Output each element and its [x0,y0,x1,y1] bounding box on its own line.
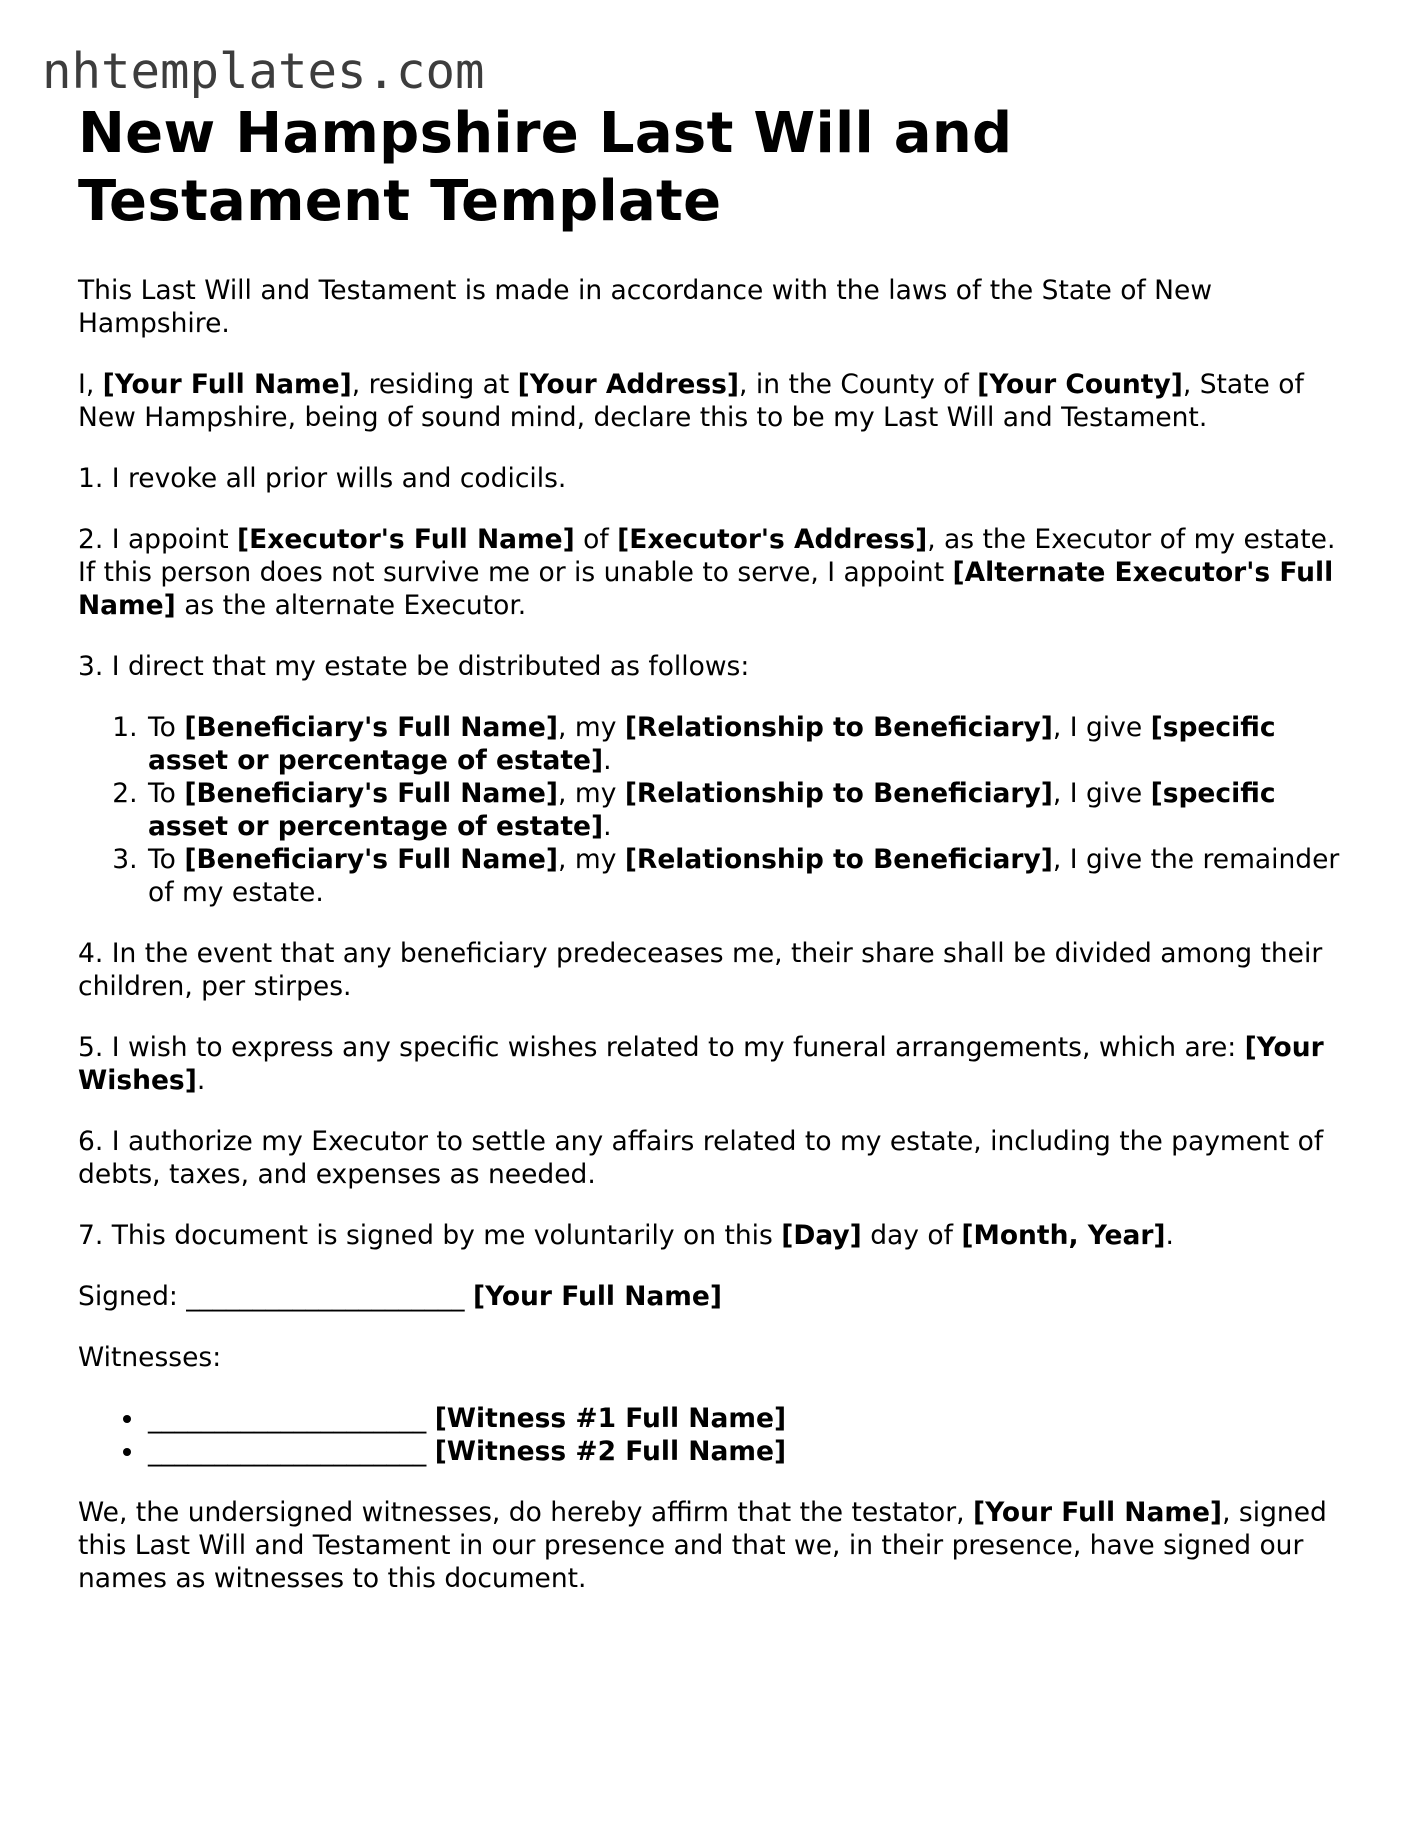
item-text: To [148,844,185,875]
item-text: To [148,712,185,743]
executor-address-placeholder: [Executor's Address] [617,524,928,555]
signature-blank: _____________________ [186,1281,465,1312]
clause-2 [78,523,1348,622]
list-item [146,711,1348,777]
clause-5 [78,1031,1348,1097]
clause-text: 5. I wish to express any specific wishes related to my funeral arrangements, which are: [78,1032,1245,1063]
signed-label: Signed: [78,1281,187,1312]
declaration-text: , in the County of [739,369,978,400]
beneficiary-name-placeholder: [Beneficiary's Full Name] [184,778,559,809]
item-text: , my [558,712,625,743]
declaration-text: , State of New Hampshire, being of sound mind, declare this to be my Last Will and Testament. [78,369,1304,433]
beneficiary-name-placeholder: [Beneficiary's Full Name] [184,712,559,743]
item-text: , my [558,778,625,809]
day-placeholder: [Day] [781,1220,862,1251]
attestation-paragraph [78,1496,1348,1595]
item-text: , I give the remainder of my estate. [148,844,1340,908]
declaration-text: I, [78,369,103,400]
document-body [78,100,1348,1623]
clause-text: day of [861,1220,962,1251]
clause-4: 4. In the event that any beneficiary predeceases me, their share shall be divided among their children, per stirpes. [78,938,1323,1002]
witness-name-placeholder: [Witness #2 Full Name] [434,1436,787,1467]
intro-paragraph: This Last Will and Testament is made in accordance with the laws of the State of New Hampshire. [78,275,1212,339]
witness-name-placeholder: [Witness #1 Full Name] [434,1403,787,1434]
item-text: . [603,745,612,776]
witness-signature-blank: _____________________ [148,1436,427,1467]
clause-1: 1. I revoke all prior wills and codicils. [78,463,567,494]
list-item [146,1402,1348,1435]
witness-signature-blank: _____________________ [148,1403,427,1434]
declaration-text: , residing at [351,369,518,400]
page-title: New Hampshire Last Will and Testament Template [78,101,1013,234]
item-text: , I give [1052,778,1151,809]
clause-text: . [1165,1220,1174,1251]
item-text: , I give [1052,712,1151,743]
clause-text: , as the Executor of my estate. If this person does not survive me or is unable to serve, I appoint [78,524,1336,588]
item-text: To [148,778,185,809]
watermark: nhtemplates.com [42,43,485,100]
alternate-executor-placeholder: [Alternate Executor's Full Name] [78,557,1334,621]
witnesses-label: Witnesses: [78,1342,222,1373]
clause-6: 6. I authorize my Executor to settle any affairs related to my estate, including the payment of debts, taxes, and expenses as needed. [78,1126,1324,1190]
item-text: , my [558,844,625,875]
list-item [146,1435,1348,1468]
clause-7 [78,1219,1348,1252]
list-item [146,777,1348,843]
witness-list [78,1402,1348,1468]
county-placeholder: [Your County] [977,369,1183,400]
clause-text: as the alternate Executor. [175,590,527,621]
testator-name-placeholder: [Your Full Name] [102,369,352,400]
clause-text: 2. I appoint [78,524,238,555]
asset-placeholder: [specific asset or percentage of estate] [148,712,1276,776]
attestation-text: , signed this Last Will and Testament in our presence and that we, in their presence, have signed our names as witnesses to this document. [78,1497,1327,1594]
clause-text: 7. This document is signed by me voluntarily on this [78,1220,782,1251]
relationship-placeholder: [Relationship to Beneficiary] [624,778,1053,809]
asset-placeholder: [specific asset or percentage of estate] [148,778,1276,842]
signer-name-placeholder: [Your Full Name] [472,1281,723,1312]
clause-3: 3. I direct that my estate be distributed as follows: [78,651,750,682]
wishes-placeholder: [Your Wishes] [78,1032,1324,1096]
declaration-paragraph [78,368,1348,434]
relationship-placeholder: [Relationship to Beneficiary] [624,844,1053,875]
beneficiary-list [78,711,1348,909]
signature-line [78,1280,1348,1313]
clause-text: . [196,1065,206,1096]
executor-name-placeholder: [Executor's Full Name] [237,524,575,555]
item-text: . [603,811,612,842]
relationship-placeholder: [Relationship to Beneficiary] [624,712,1053,743]
month-year-placeholder: [Month, Year] [961,1220,1166,1251]
list-item [146,843,1348,909]
testator-name-placeholder: [Your Full Name] [973,1497,1223,1528]
clause-text: of [574,524,618,555]
beneficiary-name-placeholder: [Beneficiary's Full Name] [184,844,559,875]
address-placeholder: [Your Address] [517,369,740,400]
attestation-text: We, the undersigned witnesses, do hereby affirm that the testator, [78,1497,974,1528]
